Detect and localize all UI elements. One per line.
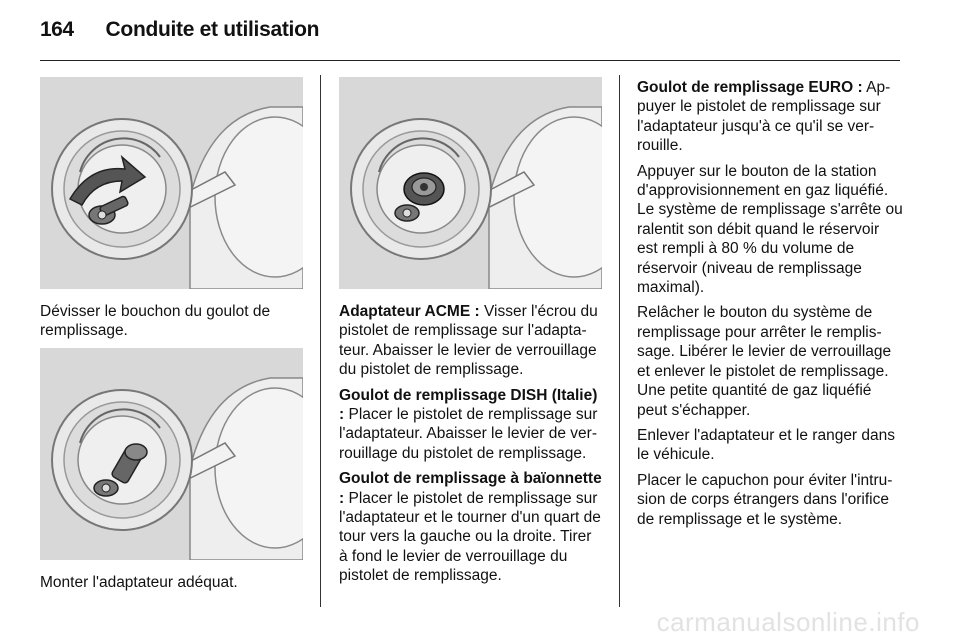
paragraph-euro (637, 78, 903, 156)
heading-euro: Goulot de remplissage EURO : (637, 79, 863, 96)
heading-dish: Goulot de remplissage DISH (Italie) : (339, 386, 598, 424)
paragraph-remove-adapter: Enlever l'adaptateur et le ranger dans le véhicule. (637, 426, 896, 464)
paragraph-place-cap: Placer le capuchon pour éviter l'intrusion de corps étrangers dans l'orifice de remplissage et le système. (637, 471, 893, 528)
illustration-unscrew-cap (40, 77, 303, 289)
fuel-filler-adapter-drawing (40, 348, 303, 560)
paragraph-acme (339, 302, 604, 380)
column-2-text (339, 302, 604, 592)
chapter-title: Conduite et utilisation (105, 18, 320, 41)
caption-unscrew-cap: Dévisser le bouchon du goulot de remplissage. (40, 303, 271, 340)
text-euro: Appuyer le pistolet de remplissage sur l'adaptateur jusqu'à ce qu'il se verrouille. (637, 79, 891, 155)
paragraph-dish (339, 386, 604, 464)
illustration-acme-adapter (339, 77, 602, 289)
paragraph-release-button: Relâcher le bouton du système de remplissage pour arrêter le remplissage. Libérer le levier de verrouillage et enlever le pistolet de remplissage. Une petite quantité de gaz liquéfié peut s'échapper. (637, 304, 892, 419)
watermark: carmanualsonline.info (656, 607, 920, 637)
paragraph-bayonet (339, 469, 604, 585)
fuel-filler-acme-drawing (339, 77, 602, 289)
page-header (40, 18, 319, 48)
fuel-filler-unscrew-drawing (40, 77, 303, 289)
paragraph-station-button: Appuyer sur le bouton de la station d'approvisionnement en gaz liquéfié. Le système de remplissage s'arrête ou ralentit son débit quand le réservoir est rempli à 80 % du volume de réservoir (niveau de remplissage maximal). (637, 162, 903, 297)
heading-bayonet: Goulot de remplissage à baïonnette : (339, 470, 602, 507)
column-3-text (637, 78, 903, 535)
text-dish: Placer le pistolet de remplissage sur l'adaptateur. Abaisser le levier de verrouillage du pistolet de remplissage. (339, 406, 598, 462)
header-rule (40, 60, 900, 61)
illustration-mount-adapter (40, 348, 303, 560)
column-divider-1 (320, 75, 321, 607)
text-acme: Visser l'écrou du pistolet de remplissage sur l'adaptateur. Abaisser le levier de verrouillage du pistolet de remplissage. (339, 303, 598, 379)
text-bayonet: Placer le pistolet de remplissage sur l'adaptateur et le tourner d'un quart de tour vers la gauche ou la droite. Tirer à fond le levier de verrouillage du pistolet de remplissage. (339, 489, 601, 585)
heading-acme: Adaptateur ACME : (339, 303, 480, 320)
page-number: 164 (40, 18, 74, 41)
caption-mount-adapter: Monter l'adaptateur adéquat. (40, 574, 238, 591)
column-divider-2 (619, 75, 620, 607)
